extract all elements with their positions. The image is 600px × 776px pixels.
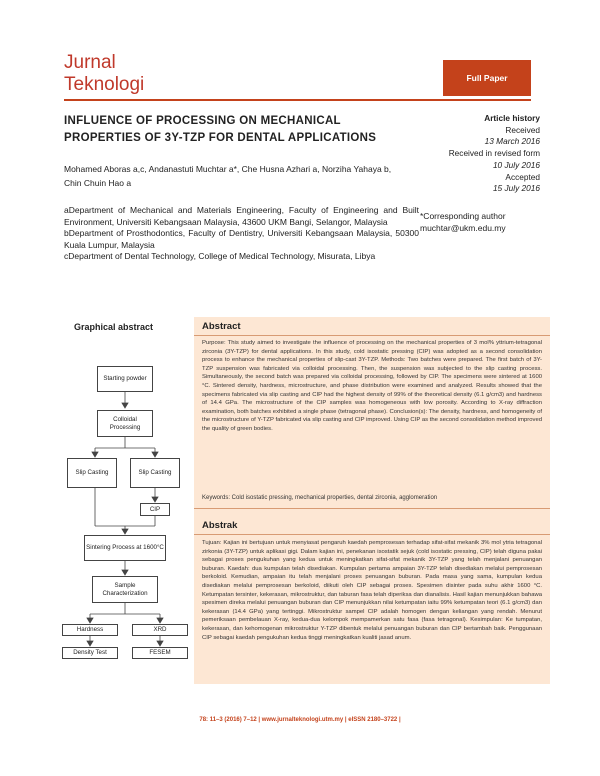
- article-history-title: Article history: [484, 113, 540, 123]
- revised-date: 10 July 2016: [492, 159, 540, 170]
- graphical-abstract-flowchart: [60, 358, 190, 678]
- received-label: Received: [505, 124, 540, 135]
- header-rule: [64, 99, 531, 101]
- abstrak-top-rule: [194, 508, 550, 509]
- box-starting-powder: Starting powder: [97, 366, 153, 392]
- affiliation-b: bDepartment of Prosthodontics, Faculty of Dentistry, Universiti Kebangsaan Malaysia, 50300 Kuala Lumpur, Malaysia: [64, 228, 419, 250]
- received-date: 13 March 2016: [484, 136, 540, 147]
- box-hardness: Hardness: [62, 624, 118, 636]
- article-title: INFLUENCE OF PROCESSING ON MECHANICAL PROPERTIES OF 3Y-TZP FOR DENTAL APPLICATIONS: [64, 115, 377, 144]
- box-sample-characterization: Sample Characterization: [92, 576, 158, 603]
- corresponding-label: *Corresponding author: [420, 211, 506, 221]
- corresponding-author: [420, 210, 545, 234]
- abstrak-heading: Abstrak: [202, 520, 238, 531]
- author-list: Mohamed Aboras a,c, Andanastuti Muchtar a*, Che Husna Azhari a, Norziha Yahaya b, Chin Chuin Hao a: [64, 164, 392, 188]
- journal-name-line1: Jurnal: [64, 52, 116, 73]
- journal-name: [64, 52, 144, 96]
- journal-name-line2: Teknologi: [64, 74, 145, 95]
- abstract-heading: Abstract: [202, 321, 241, 332]
- abstrak-text: Tujuan: Kajian ini bertujuan untuk menyiasat pengaruh kaedah pemprosesan terhadap sifat-sifat mekanik 3% mol ytria tetragonal zirkonia (3Y-TZP) untuk aplikasi gigi. Dalam kajian ini, penekanan isostatik sejuk (cold isostatic pressing, CIP) telah diguna pakai sebagai proses pengukuhan yang kedua untuk meningkatkan sifat-sifat mekanik 3Y-TZP yang telah menjalani penuangan buburan. Kaedah: dua kumpulan telah disediakan. Kumpulan pertama ampaian 3Y-TZP telah disediakan melalui pemprosesan berkoloid. Kemudian, ampaian itu telah menjalani proses penuangan buburan. Pada masa yang sama, kumpulan kedua disediakan melalui pemprosesan berkoloid, diikuti oleh CIP sebagai proses. Spesimen disinter pada suhu akhir 1600 °C. Ketumpatan tersinter, kekerasan, mikrostruktur, dan taburan fasa telah diperiksa dan dianalisis. Hasil kajian menunjukkan bahawa spesimen direka melalui penuangan buburan dan CIP menunjukkan nilai ketumpatan iaitu 99% ketumpatan teori (6.1 g/cm3) dan kekerasan (14.4 GPa) yang tertinggi. Mikrostruktur sampel CIP adalah homogen dengan keliangan yang rendah. Menurut pemeriksaan pembelauan X-ray, kedua-dua kelompok mempamerkan satu fasa (fasa tetragonal). Kesimpulan: Ke tumpatan, kekerasan, dan kehomogenan mikrostruktur Y-TZP dibentuk melalui penuangan buburan dan CIP bertambah baik. Penggunaan CIP sebagai kaedah pengukuhan kedua tinggi meningkatkan kualiti jasad anum.: [202, 540, 542, 641]
- box-slip-casting-1: Slip Casting: [67, 458, 117, 488]
- accepted-label: Accepted: [505, 171, 540, 182]
- abstrak-rule: [194, 534, 550, 535]
- corresponding-email[interactable]: muchtar@ukm.edu.my: [420, 223, 506, 233]
- revised-label: Received in revised form: [448, 148, 540, 159]
- abstract-keywords: Keywords: Cold isostatic pressing, mechanical properties, dental zirconia, agglomeration: [202, 495, 438, 501]
- box-cip: CIP: [140, 503, 170, 516]
- box-sintering-process: Sintering Process at 1600°C: [84, 535, 166, 561]
- page-footer: 78: 11–3 (2016) 7–12 | www.jurnalteknologi.utm.my | eISSN 2180–3722 |: [199, 717, 401, 723]
- affiliation-a: aDepartment of Mechanical and Materials Engineering, Faculty of Engineering and Built Environment, Universiti Kebangsaan Malaysia, 43600 UKM Bangi, Selangor, Malaysia: [64, 205, 419, 227]
- affiliation-c: cDepartment of Dental Technology, College of Medical Technology, Misurata, Libya: [64, 251, 376, 261]
- box-colloidal-processing: Colloidal Processing: [97, 410, 153, 437]
- abstract-rule: [194, 335, 550, 336]
- box-slip-casting-2: Slip Casting: [130, 458, 180, 488]
- graphical-abstract-title: Graphical abstract: [74, 322, 154, 332]
- article-history: [410, 113, 540, 195]
- full-paper-label: Full Paper: [466, 73, 508, 83]
- box-xrd: XRD: [132, 624, 188, 636]
- abstract-text: Purpose: This study aimed to investigate the influence of processing on the mechanical properties of 3 mol% yttrium-tetragonal zirconia (3Y-TZP) for dental applications. In this study, cold isostatic pressing (CIP) was adopted as a second consolidation process to enhance the mechanical properties of slip-cast 3Y-TZP. Methods: Two batches were prepared. The first batch of 3Y-TZP suspension was fabricated via colloidal processing. Then, the suspension was subjected to the slip casting process. Simultaneously, the second batch was prepared via colloidal processing, followed by CIP. The specimens were sintered at 1600 °C. Sintered density, hardness, microstructure, and phase distribution were examined and analyzed. Results showed that the specimens fabricated via slip casting and CIP had the highest density of 99% of the theoretical density (6.1 g/cm3) and hardness of 14.4 GPa. The microstructure of the CIP samples was homogeneous with low porosity. According to X-ray diffraction examination, both batches exhibited a single phase (tetragonal phase). Conclusion(s): The density, hardness, and homogeneity of the microstructure of Y-TZP fabricated via slip casting and CIP improved. Using CIP as the second consolidation method improved the quality of green bodies.: [202, 340, 542, 432]
- accepted-date: 15 July 2016: [492, 183, 540, 194]
- box-density-test: Density Test: [62, 647, 118, 659]
- box-fesem: FESEM: [132, 647, 188, 659]
- full-paper-badge: [443, 60, 531, 96]
- affiliations: [64, 205, 419, 263]
